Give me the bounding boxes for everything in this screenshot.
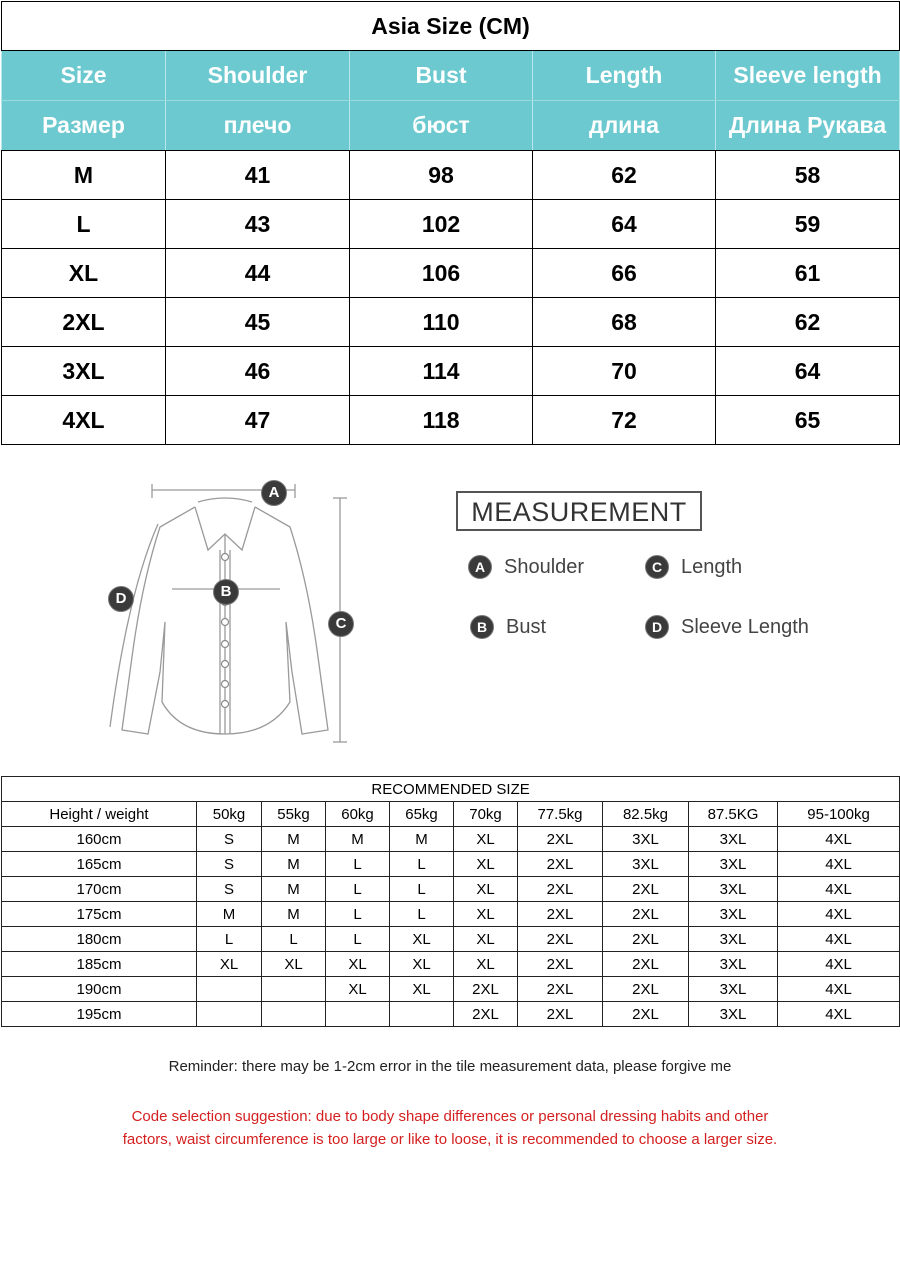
header-weight: 60kg bbox=[326, 802, 390, 827]
reminder-note: Reminder: there may be 1-2cm error in the tile measurement data, please forgive me bbox=[168, 1058, 732, 1075]
recommended-size-cell: 3XL bbox=[689, 902, 778, 927]
recommended-size-table bbox=[1, 776, 900, 1027]
header-weight: 82.5kg bbox=[603, 802, 689, 827]
height-cell: 165cm bbox=[2, 852, 197, 877]
recommended-size-cell: 2XL bbox=[603, 1002, 689, 1027]
size-cell: 2XL bbox=[2, 298, 166, 347]
height-cell: 170cm bbox=[2, 877, 197, 902]
marker-c-icon: C bbox=[645, 555, 669, 579]
recommended-row bbox=[2, 827, 900, 852]
recommended-size-cell: M bbox=[262, 877, 326, 902]
marker-b-icon: B bbox=[213, 579, 239, 605]
shirt-measurement-diagram bbox=[100, 472, 370, 752]
recommended-size-cell: M bbox=[326, 827, 390, 852]
size-cell: 3XL bbox=[2, 347, 166, 396]
recommended-size-cell: XL bbox=[390, 952, 454, 977]
recommended-size-cell: L bbox=[326, 927, 390, 952]
recommended-size-cell: 4XL bbox=[778, 902, 900, 927]
recommended-size-cell bbox=[197, 977, 262, 1002]
recommended-size-cell: 2XL bbox=[518, 977, 603, 1002]
recommended-header-row bbox=[2, 802, 900, 827]
size-row bbox=[2, 396, 900, 445]
recommended-size-cell: 2XL bbox=[603, 927, 689, 952]
sleeve-cell: 59 bbox=[716, 200, 900, 249]
size-cell: L bbox=[2, 200, 166, 249]
length-cell: 72 bbox=[533, 396, 716, 445]
recommended-size-cell: 2XL bbox=[603, 952, 689, 977]
size-row bbox=[2, 249, 900, 298]
bust-cell: 114 bbox=[350, 347, 533, 396]
header-weight: 70kg bbox=[454, 802, 518, 827]
recommended-size-cell: S bbox=[197, 877, 262, 902]
recommended-size-cell: 2XL bbox=[518, 927, 603, 952]
size-suggestion-note bbox=[120, 1105, 780, 1151]
header-height-weight: Height / weight bbox=[2, 802, 197, 827]
recommended-size-cell: 3XL bbox=[689, 877, 778, 902]
shoulder-cell: 45 bbox=[166, 298, 350, 347]
legend-item-length bbox=[645, 555, 742, 579]
recommended-size-cell: S bbox=[197, 852, 262, 877]
recommended-size-cell: 3XL bbox=[689, 1002, 778, 1027]
length-cell: 66 bbox=[533, 249, 716, 298]
recommended-size-cell: L bbox=[326, 877, 390, 902]
length-cell: 68 bbox=[533, 298, 716, 347]
header-bust-ru: бюст bbox=[350, 101, 533, 151]
header-weight: 77.5kg bbox=[518, 802, 603, 827]
recommended-row bbox=[2, 1002, 900, 1027]
recommended-size-cell: S bbox=[197, 827, 262, 852]
recommended-size-cell: 3XL bbox=[689, 927, 778, 952]
header-sleeve-length-ru: Длина Рукава bbox=[716, 101, 900, 151]
size-cell: 4XL bbox=[2, 396, 166, 445]
marker-c-icon: C bbox=[328, 611, 354, 637]
recommended-size-cell: 4XL bbox=[778, 1002, 900, 1027]
header-bust: Bust bbox=[350, 51, 533, 101]
recommended-size-cell: L bbox=[197, 927, 262, 952]
sleeve-cell: 65 bbox=[716, 396, 900, 445]
sleeve-cell: 61 bbox=[716, 249, 900, 298]
recommended-size-cell: 4XL bbox=[778, 852, 900, 877]
recommended-size-cell: 3XL bbox=[603, 852, 689, 877]
recommended-row bbox=[2, 902, 900, 927]
recommended-size-cell: 2XL bbox=[603, 977, 689, 1002]
recommended-row bbox=[2, 927, 900, 952]
legend-item-bust bbox=[470, 615, 546, 639]
height-cell: 195cm bbox=[2, 1002, 197, 1027]
legend-label: Bust bbox=[506, 615, 547, 638]
header-size-ru: Размер bbox=[2, 101, 166, 151]
length-cell: 62 bbox=[533, 151, 716, 200]
recommended-size-cell: 4XL bbox=[778, 952, 900, 977]
size-chart-header-ru bbox=[2, 101, 900, 151]
recommended-size-cell: 4XL bbox=[778, 827, 900, 852]
recommended-size-cell: XL bbox=[326, 977, 390, 1002]
recommended-size-cell: 4XL bbox=[778, 977, 900, 1002]
shoulder-cell: 47 bbox=[166, 396, 350, 445]
height-cell: 180cm bbox=[2, 927, 197, 952]
marker-b-icon: B bbox=[470, 615, 494, 639]
suggestion-line: factors, waist circumference is too large or like to loose, it is recommended to choose a larger size. bbox=[122, 1131, 778, 1148]
length-cell: 64 bbox=[533, 200, 716, 249]
size-chart-title: Asia Size (CM) bbox=[2, 2, 900, 51]
recommended-size-cell bbox=[262, 1002, 326, 1027]
header-length: Length bbox=[533, 51, 716, 101]
shoulder-cell: 41 bbox=[166, 151, 350, 200]
recommended-size-cell: XL bbox=[454, 902, 518, 927]
recommended-size-cell: XL bbox=[454, 952, 518, 977]
marker-d-icon: D bbox=[645, 615, 669, 639]
recommended-row bbox=[2, 877, 900, 902]
recommended-size-cell: 2XL bbox=[454, 977, 518, 1002]
recommended-size-cell bbox=[262, 977, 326, 1002]
recommended-row bbox=[2, 977, 900, 1002]
recommended-size-cell: 2XL bbox=[518, 952, 603, 977]
header-shoulder-ru: плечо bbox=[166, 101, 350, 151]
shirt-outline-icon bbox=[100, 472, 370, 752]
header-weight: 65kg bbox=[390, 802, 454, 827]
recommended-size-cell: 4XL bbox=[778, 927, 900, 952]
recommended-size-cell: 4XL bbox=[778, 877, 900, 902]
recommended-size-cell: M bbox=[390, 827, 454, 852]
recommended-size-cell: XL bbox=[197, 952, 262, 977]
bust-cell: 98 bbox=[350, 151, 533, 200]
legend-label: Length bbox=[681, 555, 743, 578]
shoulder-cell: 46 bbox=[166, 347, 350, 396]
recommended-size-cell: XL bbox=[326, 952, 390, 977]
recommended-size-cell: L bbox=[390, 902, 454, 927]
height-cell: 190cm bbox=[2, 977, 197, 1002]
size-cell: M bbox=[2, 151, 166, 200]
recommended-size-cell: 3XL bbox=[689, 852, 778, 877]
header-weight: 95-100kg bbox=[778, 802, 900, 827]
marker-a-icon: A bbox=[468, 555, 492, 579]
header-size: Size bbox=[2, 51, 166, 101]
marker-a-icon: A bbox=[261, 480, 287, 506]
header-sleeve-length: Sleeve length bbox=[716, 51, 900, 101]
recommended-size-cell: L bbox=[390, 852, 454, 877]
size-row bbox=[2, 151, 900, 200]
legend-item-shoulder bbox=[468, 555, 584, 579]
size-chart-header-en bbox=[2, 51, 900, 101]
recommended-size-cell: XL bbox=[390, 977, 454, 1002]
recommended-size-cell: 2XL bbox=[518, 852, 603, 877]
recommended-size-cell: XL bbox=[454, 927, 518, 952]
recommended-size-cell: L bbox=[326, 902, 390, 927]
header-weight: 55kg bbox=[262, 802, 326, 827]
suggestion-line: Code selection suggestion: due to body shape differences or personal dressing habits and other bbox=[131, 1108, 769, 1125]
size-chart-table bbox=[1, 1, 900, 445]
recommended-size-cell bbox=[197, 1002, 262, 1027]
marker-d-icon: D bbox=[108, 586, 134, 612]
recommended-size-cell: 3XL bbox=[603, 827, 689, 852]
recommended-size-cell bbox=[326, 1002, 390, 1027]
shoulder-cell: 43 bbox=[166, 200, 350, 249]
legend-label: Shoulder bbox=[504, 555, 585, 578]
recommended-size-cell: 2XL bbox=[454, 1002, 518, 1027]
recommended-size-cell: XL bbox=[262, 952, 326, 977]
recommended-size-cell: 3XL bbox=[689, 977, 778, 1002]
recommended-size-cell: L bbox=[262, 927, 326, 952]
recommended-row bbox=[2, 852, 900, 877]
recommended-size-cell: 2XL bbox=[518, 827, 603, 852]
size-row bbox=[2, 347, 900, 396]
header-weight: 50kg bbox=[197, 802, 262, 827]
recommended-size-cell: M bbox=[262, 902, 326, 927]
height-cell: 175cm bbox=[2, 902, 197, 927]
length-cell: 70 bbox=[533, 347, 716, 396]
recommended-size-cell: XL bbox=[454, 827, 518, 852]
recommended-size-cell: L bbox=[326, 852, 390, 877]
size-cell: XL bbox=[2, 249, 166, 298]
recommended-size-cell: M bbox=[262, 852, 326, 877]
recommended-row bbox=[2, 952, 900, 977]
recommended-size-cell: 2XL bbox=[518, 877, 603, 902]
recommended-size-cell: 2XL bbox=[518, 902, 603, 927]
legend-item-sleeve-length bbox=[645, 615, 809, 639]
bust-cell: 118 bbox=[350, 396, 533, 445]
recommended-size-cell bbox=[390, 1002, 454, 1027]
sleeve-cell: 58 bbox=[716, 151, 900, 200]
measurement-title: MEASUREMENT bbox=[456, 491, 702, 531]
recommended-size-cell: 2XL bbox=[518, 1002, 603, 1027]
recommended-body bbox=[2, 827, 900, 1027]
recommended-size-cell: XL bbox=[454, 877, 518, 902]
height-cell: 185cm bbox=[2, 952, 197, 977]
header-length-ru: длина bbox=[533, 101, 716, 151]
recommended-title: RECOMMENDED SIZE bbox=[2, 777, 900, 802]
recommended-size-cell: XL bbox=[454, 852, 518, 877]
recommended-size-cell: M bbox=[197, 902, 262, 927]
recommended-size-cell: M bbox=[262, 827, 326, 852]
legend-label: Sleeve Length bbox=[681, 615, 809, 638]
shoulder-cell: 44 bbox=[166, 249, 350, 298]
recommended-size-cell: 3XL bbox=[689, 827, 778, 852]
bust-cell: 102 bbox=[350, 200, 533, 249]
bust-cell: 106 bbox=[350, 249, 533, 298]
sleeve-cell: 62 bbox=[716, 298, 900, 347]
size-row bbox=[2, 200, 900, 249]
header-weight: 87.5KG bbox=[689, 802, 778, 827]
height-cell: 160cm bbox=[2, 827, 197, 852]
recommended-size-cell: 3XL bbox=[689, 952, 778, 977]
recommended-size-cell: XL bbox=[390, 927, 454, 952]
bust-cell: 110 bbox=[350, 298, 533, 347]
recommended-size-cell: L bbox=[390, 877, 454, 902]
recommended-size-cell: 2XL bbox=[603, 902, 689, 927]
size-row bbox=[2, 298, 900, 347]
recommended-size-cell: 2XL bbox=[603, 877, 689, 902]
header-shoulder: Shoulder bbox=[166, 51, 350, 101]
sleeve-cell: 64 bbox=[716, 347, 900, 396]
